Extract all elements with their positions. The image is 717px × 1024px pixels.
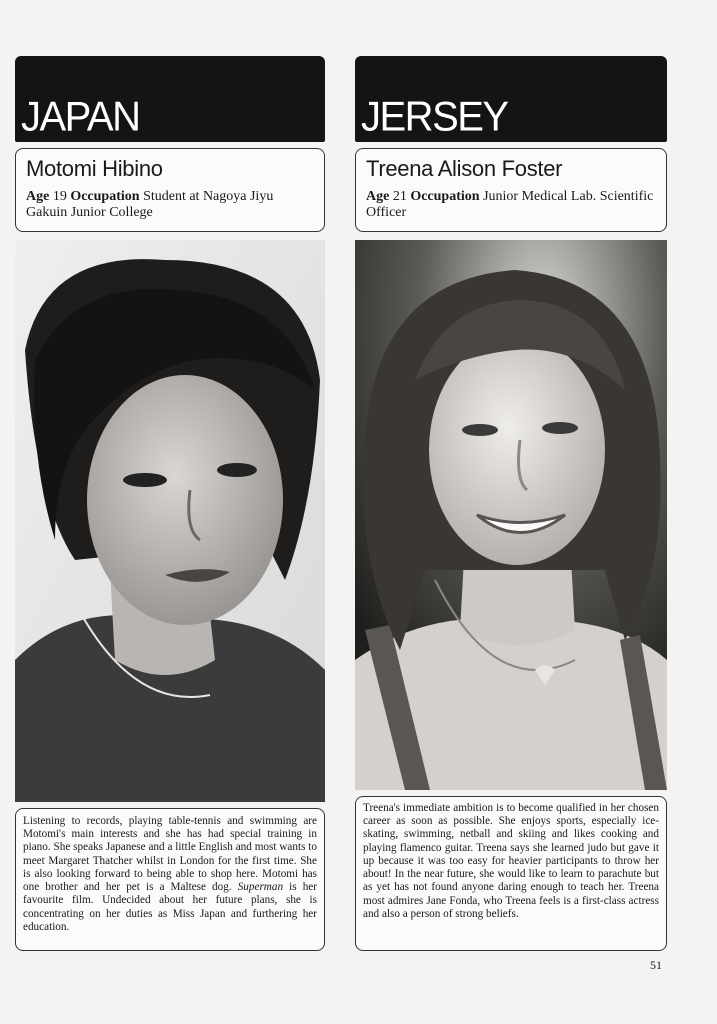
country-banner <box>355 56 667 142</box>
portrait-image <box>15 240 325 802</box>
contestant-name: Treena Alison Foster <box>366 156 563 181</box>
contestant-info-box <box>15 148 325 232</box>
bio-film-title: Superman <box>237 881 284 894</box>
age-label: Age <box>366 189 390 205</box>
country-title: JERSEY <box>361 93 508 141</box>
portrait-image <box>355 240 667 790</box>
contestant-details <box>26 189 314 221</box>
occupation-value: Student at Nagoya Jiyu Gakuin Junior College <box>26 189 274 221</box>
contestant-details <box>366 189 656 221</box>
occupation-label: Occupation <box>70 189 140 205</box>
contestant-bio <box>355 796 667 951</box>
contestant-photo <box>15 240 325 802</box>
contestant-name: Motomi Hibino <box>26 156 163 181</box>
occupation-label: Occupation <box>410 189 480 205</box>
contestant-info-box <box>355 148 667 232</box>
age-label: Age <box>26 189 50 205</box>
bio-text-part2: is her favourite film. Undecided about her future plans, she is concentrating on her duties as Miss Japan and furthering her education. <box>23 881 317 933</box>
page-number: 51 <box>650 958 662 972</box>
bio-text: Treena's immediate ambition is to become qualified in her chosen career as soon as possible. She enjoys sports, especially ice-skating, swimming, netball and skiing and likes cooking and playing flamenco guitar. Treena says she learned judo but gave it up because it was too easy for heavier participants to throw her about! In the near future, she would like to learn to parachute but as yet has not found anyone daring enough to teach her. Treena most admires Jane Fonda, who Treena feels is a first-class actress and also a person of strong beliefs. <box>363 802 659 920</box>
occupation-value: Junior Medical Lab. Scientific Officer <box>366 189 654 221</box>
bio-text-part1: Listening to records, playing table-tennis and swimming are Motomi's main interests and she has had special training in piano. She speaks Japanese and a little English and most wants to meet Margaret Thatcher whilst in London for the first time. She is also looking forward to being able to shop here. Motomi has one brother and her pet is a Maltese dog. <box>23 815 317 894</box>
country-banner <box>15 56 325 142</box>
contestant-bio <box>15 808 325 951</box>
country-title: JAPAN <box>21 93 140 141</box>
contestant-photo <box>355 240 667 790</box>
age-value: 21 <box>392 189 407 205</box>
age-value: 19 <box>52 189 67 205</box>
